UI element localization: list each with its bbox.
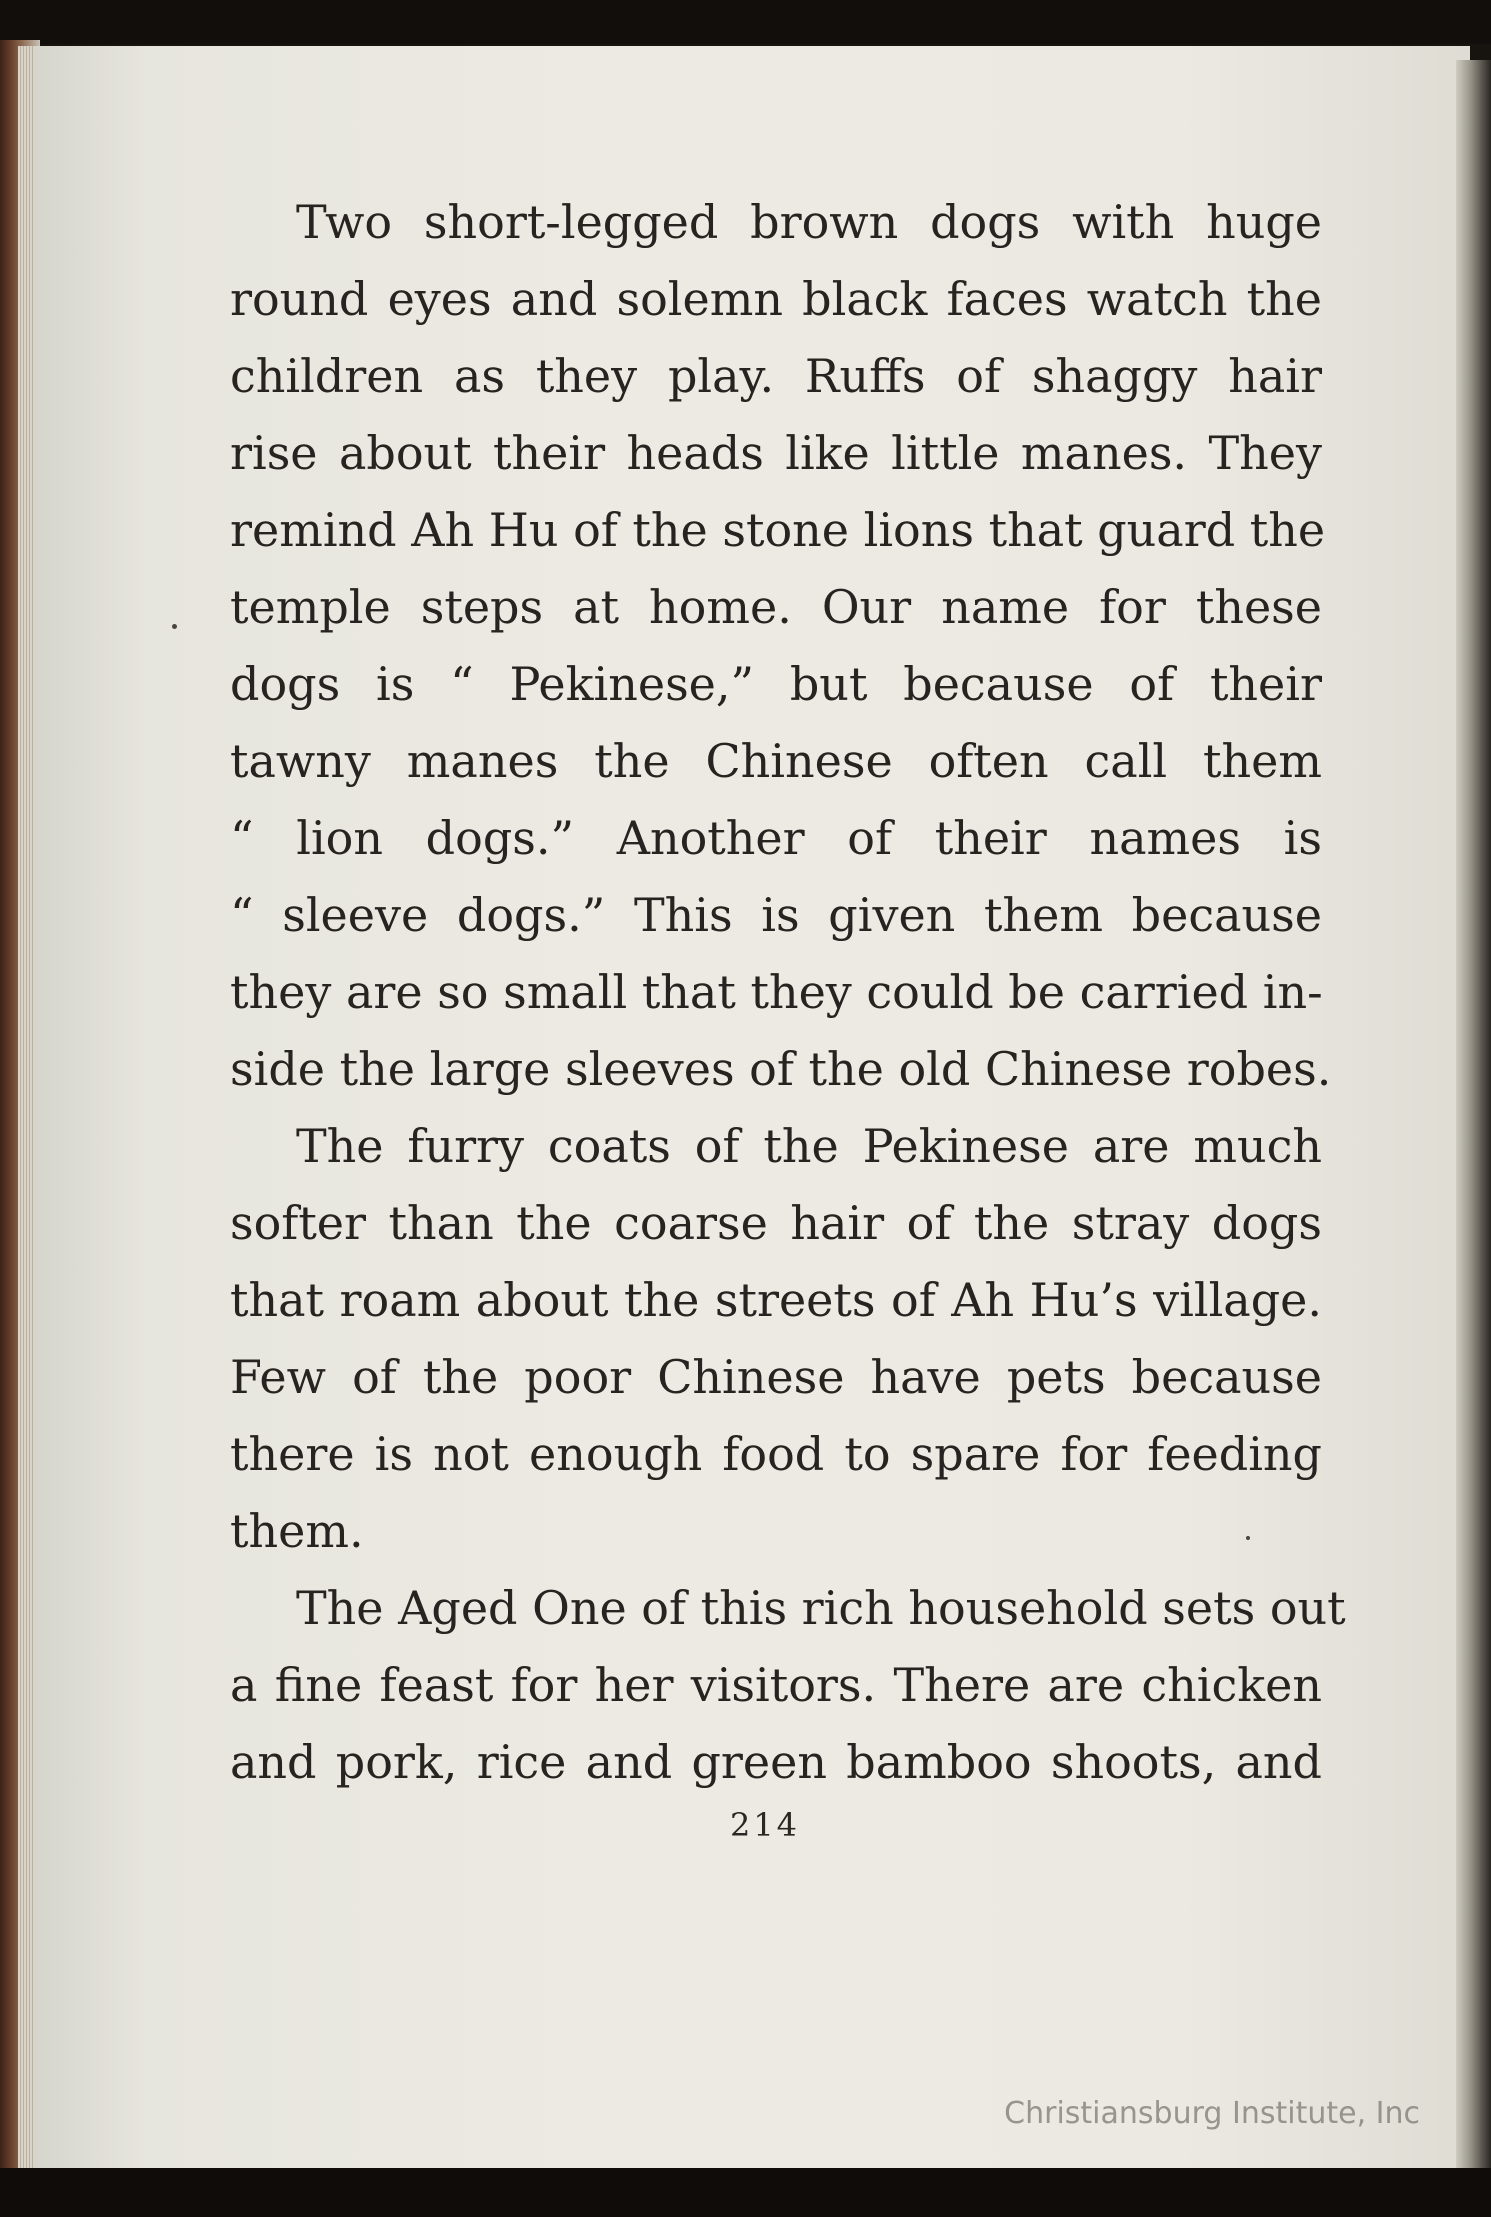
- text-line: rise about their heads like little manes. They: [230, 426, 1322, 480]
- text-line: round eyes and solemn black faces watch the: [230, 272, 1322, 326]
- text-line: “ lion dogs.” Another of their names is: [230, 811, 1322, 865]
- paragraph-1: [230, 184, 1332, 1108]
- text-line: a fine feast for her visitors. There are chicken: [230, 1658, 1322, 1712]
- body-text: [230, 184, 1346, 1801]
- text-line: they are so small that they could be carried in-: [230, 965, 1323, 1019]
- text-line: remind Ah Hu of the stone lions that guard the: [230, 503, 1326, 557]
- text-line: The furry coats of the Pekinese are much: [296, 1119, 1322, 1173]
- text-line: “ sleeve dogs.” This is given them because: [230, 888, 1322, 942]
- paragraph-2: [230, 1108, 1322, 1570]
- background-bottom: [0, 2168, 1491, 2217]
- text-line: Few of the poor Chinese have pets because: [230, 1350, 1322, 1404]
- text-line: tawny manes the Chinese often call them: [230, 734, 1322, 788]
- paragraph-3: [230, 1570, 1346, 1801]
- text-line: and pork, rice and green bamboo shoots, and: [230, 1735, 1322, 1789]
- text-line: softer than the coarse hair of the stray dogs: [230, 1196, 1322, 1250]
- page-right-edge: [1456, 60, 1491, 2170]
- text-line: dogs is “ Pekinese,” but because of their: [230, 657, 1322, 711]
- text-line: The Aged One of this rich household sets out: [296, 1581, 1346, 1635]
- page-number: 214: [729, 1806, 801, 1844]
- text-line: children as they play. Ruffs of shaggy hair: [230, 349, 1322, 403]
- text-line: side the large sleeves of the old Chinese robes.: [230, 1042, 1332, 1096]
- watermark: Christiansburg Institute, Inc: [1004, 2096, 1420, 2131]
- background-top: [0, 0, 1491, 44]
- text-line: temple steps at home. Our name for these: [230, 580, 1322, 634]
- ink-speck: [172, 624, 177, 629]
- text-line: them.: [230, 1504, 364, 1558]
- text-line: Two short-legged brown dogs with huge: [296, 195, 1322, 249]
- text-line: that roam about the streets of Ah Hu’s village.: [230, 1273, 1322, 1327]
- text-line: there is not enough food to spare for feeding: [230, 1427, 1322, 1481]
